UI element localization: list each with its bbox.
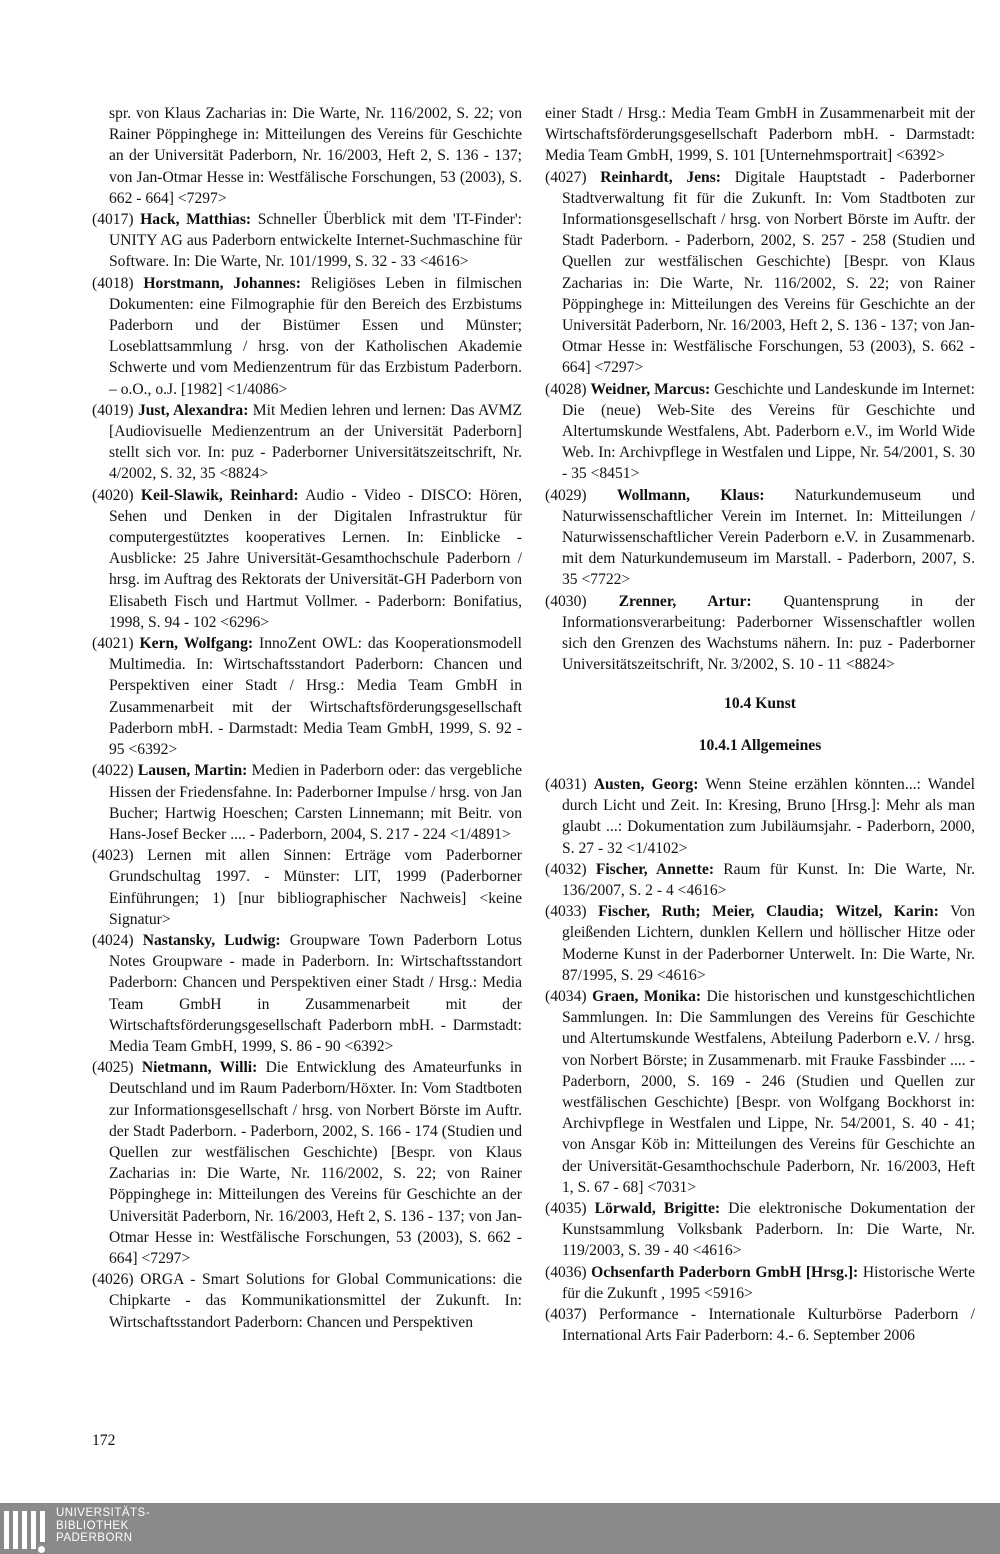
entry-author: Nastansky, Ludwig: bbox=[142, 931, 281, 949]
left-column bbox=[92, 103, 522, 1333]
entry-number: (4026) bbox=[92, 1271, 134, 1289]
entry-text: InnoZent OWL: das Kooperationsmodell Multimedia. In: Wirtschaftsstandort Paderborn: Chancen und Perspektiven einer Stadt / Hrsg.: Media Team GmbH in Zusammenarbeit mit der Wirtschaftsförderungsgesellschaft Paderborn mbH. - Darmstadt: Media Team GmbH, 1999, S. 92 - 95 <6392> bbox=[109, 635, 522, 759]
entry-list bbox=[92, 209, 522, 1333]
footer-bar bbox=[0, 1503, 1000, 1554]
entry-number: (4027) bbox=[545, 168, 587, 186]
bibliography-entry bbox=[545, 986, 975, 1198]
entry-number: (4024) bbox=[92, 931, 134, 949]
bibliography-entry bbox=[92, 760, 522, 845]
entry-text: Schneller Überblick mit dem 'IT-Finder': UNITY AG aus Paderborn entwickelte Internet-Suchmaschine für Software. In: Die Warte, Nr. 101/1999, S. 32 - 33 <4616> bbox=[109, 211, 522, 271]
entry-text: Medien in Paderborn oder: das vergebliche Hissen der Friedensfahne. In: Paderborner Impulse / hrsg. von Jan Bucher; Hartwig Hoeschen; Carsten Linnemann; mit Beitr. von Hans-Josef Becker .... - Paderborn, 2004, S. 217 - 224 <1/4891> bbox=[109, 762, 523, 843]
entry-author: Reinhardt, Jens: bbox=[600, 168, 721, 186]
entry-author: Austen, Georg: bbox=[593, 775, 699, 793]
entry-number: (4032) bbox=[545, 860, 587, 878]
entry-author: Nietmann, Willi: bbox=[141, 1059, 258, 1077]
logo-dot-icon bbox=[38, 1546, 45, 1553]
bibliography-entry bbox=[92, 1057, 522, 1269]
entry-author: Kern, Wolfgang: bbox=[139, 635, 254, 653]
entry-number: (4020) bbox=[92, 486, 134, 504]
entry-number: (4022) bbox=[92, 762, 134, 780]
entry-author: Fischer, Annette: bbox=[595, 860, 715, 878]
entry-text: Geschichte und Landeskunde im Internet: Die (neue) Web-Site des Vereins für Geschichte und Altertumskunde Westfalens, Abt. Paderborn e.V., im World Wide Web. In: Archivpflege in Westfalen und Lippe, Nr. 54/2001, S. 30 - 35 <8451> bbox=[562, 380, 975, 483]
entry-text: Mit Medien lehren und lernen: Das AVMZ [Audiovisuelle Medienzentrum an der Universität Paderborn] stellt sich vor. In: puz - Paderborner Universitätszeitschrift, Nr. 4/2002, S. 32, 35 <8824> bbox=[109, 401, 522, 483]
entry-text: ORGA - Smart Solutions for Global Communications: die Chipkarte - das Kommunikationsmittel der Zukunft. In: Wirtschaftsstandort Paderborn: Chancen und Perspektiven bbox=[109, 1271, 522, 1331]
entry-author: Horstmann, Johannes: bbox=[143, 274, 301, 292]
library-name-line: BIBLIOTHEK bbox=[56, 1519, 129, 1532]
entry-author: Wollmann, Klaus: bbox=[616, 486, 765, 504]
bibliography-entry bbox=[545, 1304, 975, 1346]
entry-author: Hack, Matthias: bbox=[140, 211, 252, 229]
entry-number: (4019) bbox=[92, 401, 134, 419]
right-column bbox=[545, 103, 975, 1346]
entry-author: Graen, Monika: bbox=[592, 987, 702, 1005]
entry-number: (4021) bbox=[92, 635, 134, 653]
entry-author: Lörwald, Brigitte: bbox=[594, 1199, 721, 1217]
entry-number: (4018) bbox=[92, 274, 134, 292]
bibliography-entry bbox=[545, 167, 975, 379]
bibliography-entry bbox=[545, 379, 975, 485]
entry-text: Die Entwicklung des Amateurfunks in Deutschland und im Raum Paderborn/Höxter. In: Vom Stadtboten zur Informationsgesellschaft / hrsg. von Norbert Börste im Auftr. der Stadt Paderborn. - Paderborn, 2002, S. 166 - 174 (Studien und Quellen zur westfälischen Geschichte) [Bespr. von Klaus Zacharias in: Die Warte, Nr. 116/2002, S. 22; von Rainer Pöppinghege in: Mitteilungen des Vereins für Geschichte an der Universität Paderborn, Nr. 16/2003, Heft 2, S. 136 - 137; von Jan-Otmar Hesse in: Westfälische Forschungen, 53 (2003), S. 662 - 664] <7297> bbox=[109, 1059, 522, 1267]
page-number: 172 bbox=[92, 1432, 116, 1449]
bibliography-entry bbox=[545, 485, 975, 591]
continuation-text: spr. von Klaus Zacharias in: Die Warte, Nr. 116/2002, S. 22; von Rainer Pöppinghege in: Mitteilungen des Vereins für Geschichte an der Universität Paderborn, Nr. 16/2003, Heft 2, S. 136 - 137; von Jan-Otmar Hesse in: Westfälische Forschungen, 53 (2003), S. 662 - 664] <7297> bbox=[109, 105, 522, 207]
library-name-line: PADERBORN bbox=[56, 1532, 133, 1545]
entry-number: (4017) bbox=[92, 211, 134, 229]
continuation-text: einer Stadt / Hrsg.: Media Team GmbH in Zusammenarbeit mit der Wirtschaftsförderungsgesellschaft Paderborn mbH. - Darmstadt: Media Team GmbH, 1999, S. 101 [Unternehmsportrait] <6392> bbox=[545, 105, 975, 165]
entry-text: Digitale Hauptstadt - Paderborner Stadtverwaltung fit für die Zukunft. In: Vom Stadtboten zur Informationsgesellschaft / hrsg. von Norbert Börste im Auftr. der Stadt Paderborn. - Paderborn, 2002, S. 257 - 258 (Studien und Quellen zur westfälischen Geschichte) [Bespr. von Klaus Zacharias in: Die Warte, Nr. 116/2002, S. 22; von Rainer Pöppinghege in: Mitteilungen des Vereins für Geschichte an der Universität Paderborn, Nr. 16/2003, Heft 2, S. 136 - 137; von Jan-Otmar Hesse in: Westfälische Forschungen, 53 (2003), S. 662 - 664] <7297> bbox=[562, 168, 975, 377]
entry-text: Audio - Video - DISCO: Hören, Sehen und Denken in der Digitalen Infrastruktur für computergestütztes kooperatives Lernen. In: Einblicke - Ausblicke: 25 Jahre Universität-Gesamthochschule Paderborn / hrsg. im Auftrag des Rektorats der Universität-GH Paderborn von Elisabeth Fisch und Hartmut Vollmer. - Paderborn: Bonifatius, 1998, S. 94 - 102 <6296> bbox=[109, 486, 522, 631]
entry-author: Lausen, Martin: bbox=[137, 762, 248, 780]
entry-author: Keil-Slawik, Reinhard: bbox=[140, 486, 299, 504]
entry-number: (4025) bbox=[92, 1059, 134, 1077]
entry-number: (4031) bbox=[545, 775, 587, 793]
entry-list bbox=[545, 167, 975, 676]
entry-text: Die elektronische Dokumentation der Kunstsammlung Volksbank Paderborn. In: Die Warte, Nr. 119/2003, S. 39 - 40 <4616> bbox=[562, 1199, 975, 1260]
bibliography-entry bbox=[92, 273, 522, 400]
bibliography-entry bbox=[545, 859, 975, 901]
entry-text: Wenn Steine erzählen könnten...: Wandel durch Licht und Zeit. In: Kresing, Bruno [Hrsg.]: Mehr als man glaubt ...: Dokumentation zum Jubiläumsjahr. - Paderborn, 2000, S. 27 - 32 <1/4102> bbox=[562, 775, 975, 857]
entry-number: (4036) bbox=[545, 1263, 587, 1281]
bibliography-entry bbox=[545, 774, 975, 859]
library-name-line: UNIVERSITÄTS- bbox=[56, 1507, 151, 1519]
entry-text: Raum für Kunst. In: Die Warte, Nr. 136/2007, S. 2 - 4 <4616> bbox=[562, 860, 975, 899]
bibliography-entry bbox=[92, 400, 522, 485]
entry-number: (4023) bbox=[92, 847, 134, 865]
entry-number: (4028) bbox=[545, 380, 587, 398]
entry-author: Ochsenfarth Paderborn GmbH [Hrsg.]: bbox=[591, 1263, 859, 1281]
subsection-heading: 10.4.1 Allgemeines bbox=[698, 736, 822, 754]
bibliography-entry bbox=[545, 591, 975, 676]
entry-number: (4033) bbox=[545, 903, 587, 921]
entry-author: Just, Alexandra: bbox=[137, 401, 249, 419]
bibliography-entry bbox=[92, 633, 522, 760]
entry-text: Groupware Town Paderborn Lotus Notes Groupware - made in Paderborn. In: Wirtschaftsstandort Paderborn: Chancen und Perspektiven einer Stadt / Hrsg.: Media Team GmbH in Zusammenarbeit mit der Wirtschaftsförderungsgesellschaft Paderborn mbH. - Darmstadt: Media Team GmbH, 1999, S. 86 - 90 <6392> bbox=[109, 931, 522, 1055]
entry-text: Die historischen und kunstgeschichtlichen Sammlungen. In: Die Sammlungen des Vereins für Geschichte und Altertumskunde Westfalens, Abteilung Paderborn e.V. / hrsg. von Norbert Börste; in Zusammenarb. mit Frauke Fassbinder .... - Paderborn, 2000, S. 169 - 246 (Studien und Quellen zur westfälischen Geschichte) [Bespr. von Wolfgang Bockhorst in: Archivpflege in Westfalen und Lippe, Nr. 54/2001, S. 40 - 41; von Ansgar Köb in: Mitteilungen des Vereins für Geschichte an der Universität-Gesamthochschule Paderborn, Nr. 16/2003, Heft 1, S. 67 - 68] <7031> bbox=[562, 987, 976, 1196]
entry-list bbox=[545, 774, 975, 1346]
section-heading: 10.4 Kunst bbox=[724, 695, 796, 713]
entry-author: Weidner, Marcus: bbox=[590, 380, 711, 398]
bibliography-entry bbox=[92, 209, 522, 273]
bibliography-entry bbox=[92, 1269, 522, 1333]
bibliography-entry bbox=[545, 901, 975, 986]
entry-number: (4037) bbox=[545, 1305, 587, 1323]
bibliography-entry bbox=[545, 1262, 975, 1304]
entry-number: (4035) bbox=[545, 1199, 587, 1217]
entry-text: Historische Werte für die Zukunft , 1995 <5916> bbox=[562, 1263, 975, 1302]
entry-text: Quantensprung in der Informationsverarbeitung: Paderborner Wissenschaftler wollen sich den Grenzen des Wachstums nähern. In: puz - Paderborner Universitätszeitschrift, Nr. 3/2002, S. 10 - 11 <8824> bbox=[562, 592, 975, 674]
bibliography-entry bbox=[92, 845, 522, 930]
entry-text: Von gleißenden Lichtern, dunklen Kellern und höllischer Hitze oder Moderne Kunst in der Paderborner Unterwelt. In: Die Warte, Nr. 87/1995, S. 29 <4616> bbox=[562, 903, 975, 984]
entry-text: Religiöses Leben in filmischen Dokumenten: eine Filmographie für den Bereich des Erzbistums Paderborn und der Bistümer Essen und Münster; Loseblattsammlung / hrsg. von der Katholischen Akademie Schwerte und vom Medienzentrum für das Erzbistum Paderborn. – o.O., o.J. [1982] <1/4086> bbox=[109, 274, 522, 398]
entry-number: (4030) bbox=[545, 592, 587, 610]
bibliography-entry bbox=[92, 930, 522, 1057]
entry-number: (4034) bbox=[545, 987, 587, 1005]
entry-author: Fischer, Ruth; Meier, Claudia; Witzel, Karin: bbox=[598, 903, 939, 921]
entry-number: (4029) bbox=[545, 486, 587, 504]
entry-text: Performance - Internationale Kulturbörse Paderborn / International Arts Fair Paderborn: 4.- 6. September 2006 bbox=[562, 1305, 975, 1345]
library-name bbox=[56, 1507, 150, 1545]
entry-text: Naturkundemuseum und Naturwissenschaftlicher Verein im Internet. In: Mitteilungen / Naturwissenschaftlicher Verein Paderborn e.V. in Zusammenarb. mit dem Naturkundemuseum im Marstall. - Paderborn, 2007, S. 35 <7722> bbox=[562, 486, 975, 589]
bibliography-entry bbox=[92, 485, 522, 633]
entry-text: Lernen mit allen Sinnen: Erträge vom Paderborner Grundschultag 1997. - Münster: LIT, 1999 (Paderborner Einführungen; 1) [nur bibliographischer Nachweis] <keine Signatur> bbox=[109, 847, 522, 928]
bibliography-entry bbox=[545, 1198, 975, 1262]
entry-author: Zrenner, Artur: bbox=[618, 592, 752, 610]
